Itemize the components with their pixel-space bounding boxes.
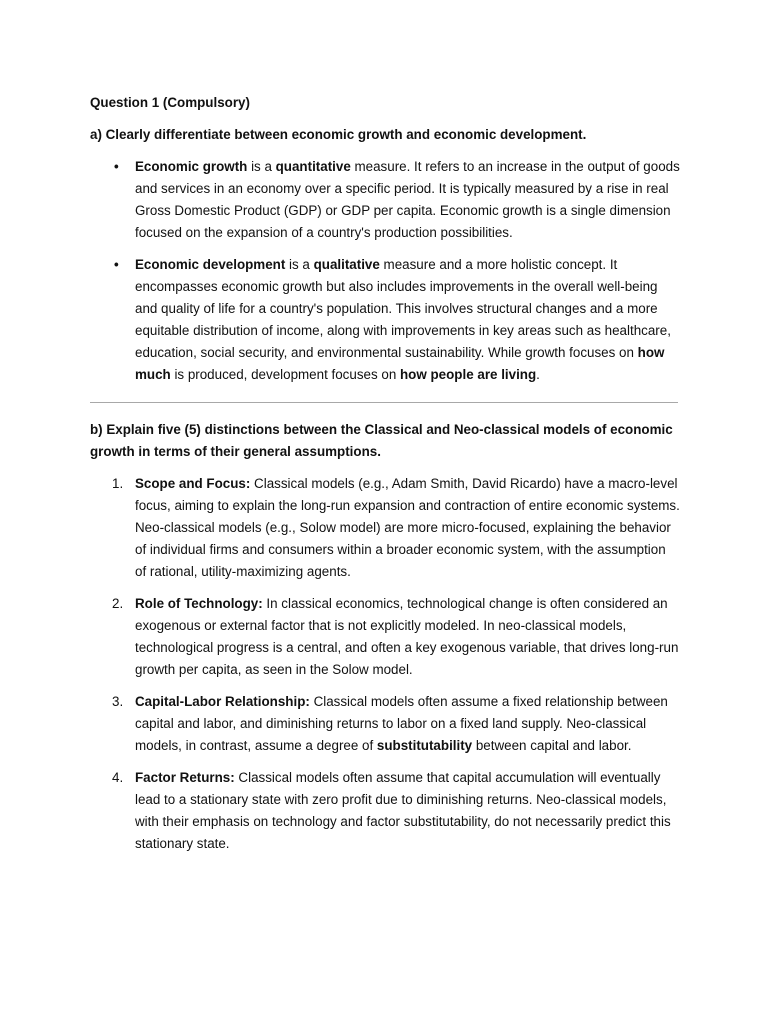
text-fragment: . bbox=[536, 367, 540, 382]
part-a-bullet-list bbox=[90, 156, 680, 386]
item-label: Factor Returns: bbox=[135, 770, 235, 785]
question-title: Question 1 (Compulsory) bbox=[90, 95, 250, 110]
item-label: Capital-Labor Relationship: bbox=[135, 694, 310, 709]
item-number: 1. bbox=[112, 476, 124, 491]
list-item-economic-development bbox=[90, 254, 680, 386]
item-number: 2. bbox=[112, 596, 124, 611]
term-substitutability: substitutability bbox=[376, 738, 473, 753]
list-item-factor-returns bbox=[90, 767, 680, 855]
part-b-numbered-list bbox=[90, 473, 680, 855]
term-quantitative: quantitative bbox=[275, 159, 351, 174]
item-text: In classical economics, technological change is often considered an exogenous or external factor that is not explicitly modeled. In neo-classical models, technological progress is a central, and often a key exogenous variable, that drives long-run growth per capita, as seen in the Solow model. bbox=[135, 596, 679, 677]
part-b-title: b) Explain five (5) distinctions between the Classical and Neo-classical models of economic growth in terms of their general assumptions. bbox=[90, 422, 673, 459]
term-qualitative: qualitative bbox=[313, 257, 380, 272]
term-how-people-are-living: how people are living bbox=[400, 367, 537, 382]
bullet-marker: • bbox=[114, 159, 119, 174]
item-label: Role of Technology: bbox=[135, 596, 263, 611]
part-a-title: a) Clearly differentiate between economic growth and economic development. bbox=[90, 127, 587, 142]
document-page bbox=[90, 92, 680, 865]
item-text: Classical models often assume that capital accumulation will eventually lead to a stationary state with zero profit due to diminishing returns. Neo-classical models, with their emphasis on technology and factor substitutability, do not necessarily predict this stationary state. bbox=[135, 770, 671, 851]
section-divider bbox=[90, 402, 678, 403]
item-number: 4. bbox=[112, 770, 124, 785]
list-item-role-of-technology bbox=[90, 593, 680, 681]
item-number: 3. bbox=[112, 694, 124, 709]
term-how-much: how much bbox=[135, 345, 665, 382]
list-item-economic-growth bbox=[90, 156, 680, 244]
item-label: Scope and Focus: bbox=[135, 476, 251, 491]
bullet-marker: • bbox=[114, 257, 119, 272]
list-item-scope-and-focus bbox=[90, 473, 680, 583]
item-text: Classical models often assume a fixed relationship between capital and labor, and diminishing returns to labor on a fixed land supply. Neo-classical models, in contrast, assume a degree of bbox=[135, 694, 668, 753]
text-fragment: is a bbox=[285, 257, 314, 272]
text-fragment: is a bbox=[247, 159, 276, 174]
term-economic-growth: Economic growth bbox=[135, 159, 248, 174]
item-text: Classical models (e.g., Adam Smith, David Ricardo) have a macro-level focus, aiming to explain the long-run expansion and contraction of entire economic systems. Neo-classical models (e.g., Solow model) are more micro-focused, explaining the behavior of individual firms and consumers within a broader economic system, with the assumption of rational, utility-maximizing agents. bbox=[135, 476, 680, 579]
list-item-capital-labor-relationship bbox=[90, 691, 680, 757]
text-fragment: measure. It refers to an increase in the output of goods and services in an economy over a specific period. It is typically measured by a rise in real Gross Domestic Product (GDP) or GDP per capita. Economic growth is a single dimension focused on the expansion of a country's production possibilities. bbox=[135, 159, 680, 240]
text-fragment: measure and a more holistic concept. It encompasses economic growth but also includes improvements in the overall well-being and quality of life for a country's population. This involves structural changes and a more equitable distribution of income, along with improvements in key areas such as healthcare, education, social security, and environmental sustainability. While growth focuses on bbox=[135, 257, 671, 360]
term-economic-development: Economic development bbox=[135, 257, 286, 272]
text-fragment: is produced, development focuses on bbox=[170, 367, 400, 382]
item-text: between capital and labor. bbox=[472, 738, 632, 753]
